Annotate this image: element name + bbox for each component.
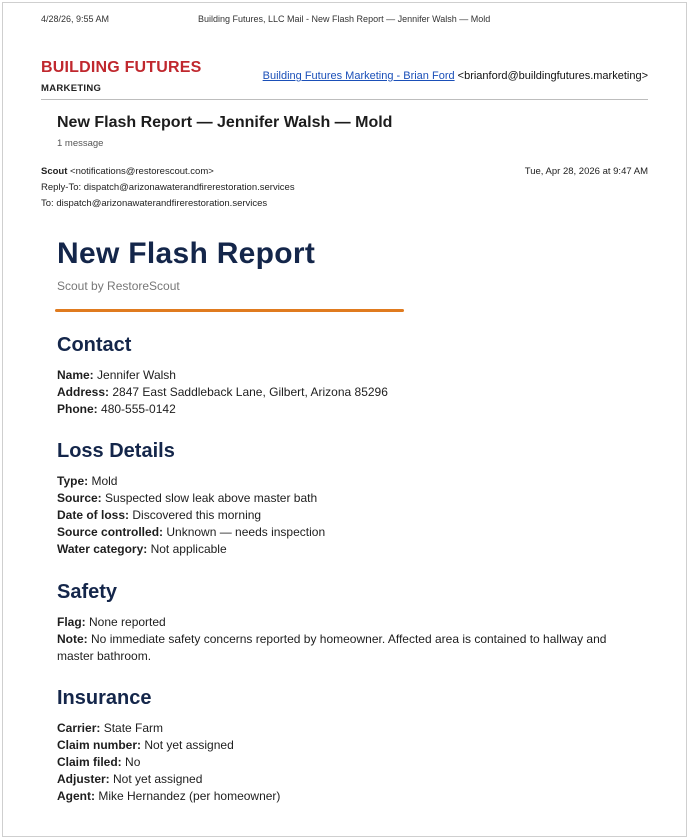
field-row (57, 384, 637, 401)
field-value: Mike Hernandez (per homeowner) (98, 789, 281, 803)
field-label: Date of loss: (57, 508, 130, 522)
field-row (57, 788, 637, 805)
message-to (41, 198, 267, 209)
field-value: State Farm (103, 721, 164, 735)
print-title: Building Futures, LLC Mail - New Flash Report — Jennifer Walsh — Mold (198, 14, 491, 24)
section-contact (57, 333, 637, 418)
field-row (57, 367, 637, 384)
field-label: Claim filed: (57, 755, 122, 769)
section-insurance (57, 686, 637, 805)
field-row (57, 631, 637, 665)
field-value: 480-555-0142 (101, 402, 176, 416)
from-email: <notifications@restorescout.com> (70, 166, 214, 177)
brand-sub: MARKETING (41, 83, 102, 94)
report-subtitle: Scout by RestoreScout (57, 279, 180, 293)
from-name: Scout (41, 166, 68, 177)
field-label: Name: (57, 368, 94, 382)
field-label: Carrier: (57, 721, 101, 735)
field-value: No immediate safety concerns reported by homeowner. Affected area is contained to hallway and master bathroom. (57, 632, 607, 663)
field-label: Note: (57, 632, 88, 646)
message-date: Tue, Apr 28, 2026 at 9:47 AM (524, 166, 648, 177)
field-row (57, 754, 637, 771)
reply-to-address: dispatch@arizonawaterandfirerestoration.services (83, 182, 295, 193)
report-title: New Flash Report (57, 237, 316, 270)
header-divider (41, 99, 648, 100)
field-label: Phone: (57, 402, 98, 416)
to-label: To: (41, 198, 54, 209)
field-value: Unknown — needs inspection (166, 525, 326, 539)
field-value: Mold (91, 474, 118, 488)
field-value: No (125, 755, 141, 769)
brand-logo (41, 59, 202, 94)
print-date: 4/28/26, 9:55 AM (41, 14, 110, 24)
field-row (57, 507, 637, 524)
field-value: None reported (89, 615, 166, 629)
reply-to-label: Reply-To: (41, 182, 82, 193)
section-loss-details (57, 439, 637, 558)
field-label: Flag: (57, 615, 86, 629)
section-heading: Safety (57, 581, 118, 603)
section-heading: Insurance (57, 687, 152, 709)
field-row (57, 614, 637, 631)
field-value: Suspected slow leak above master bath (105, 491, 318, 505)
field-label: Adjuster: (57, 772, 110, 786)
field-label: Address: (57, 385, 110, 399)
account-link[interactable]: Building Futures Marketing - Brian Ford (262, 70, 455, 82)
field-value: Not yet assigned (144, 738, 234, 752)
brand-name: BUILDING FUTURES (41, 59, 202, 76)
field-label: Claim number: (57, 738, 142, 752)
thread-subject: New Flash Report — Jennifer Walsh — Mold (57, 114, 393, 131)
to-address: dispatch@arizonawaterandfirerestoration.services (56, 198, 268, 209)
field-value: Not applicable (150, 542, 227, 556)
field-value: Jennifer Walsh (97, 368, 176, 382)
field-row (57, 541, 637, 558)
field-value: 2847 East Saddleback Lane, Gilbert, Arizona 85296 (112, 385, 388, 399)
field-row (57, 737, 637, 754)
field-row (57, 524, 637, 541)
field-row (57, 720, 637, 737)
section-heading: Loss Details (57, 440, 175, 462)
field-label: Type: (57, 474, 89, 488)
field-label: Agent: (57, 789, 95, 803)
account-info (263, 70, 648, 82)
section-heading: Contact (57, 334, 132, 356)
message-from (41, 166, 214, 177)
account-email: <brianford@buildingfutures.marketing> (457, 70, 648, 82)
field-row (57, 473, 637, 490)
field-row (57, 771, 637, 788)
field-label: Source: (57, 491, 102, 505)
field-row (57, 401, 637, 418)
field-row (57, 490, 637, 507)
field-label: Water category: (57, 542, 148, 556)
field-value: Discovered this morning (132, 508, 262, 522)
section-safety (57, 580, 637, 665)
message-reply-to (41, 182, 295, 193)
field-value: Not yet assigned (113, 772, 203, 786)
accent-divider (55, 309, 404, 312)
message-count: 1 message (57, 138, 104, 149)
field-label: Source controlled: (57, 525, 164, 539)
